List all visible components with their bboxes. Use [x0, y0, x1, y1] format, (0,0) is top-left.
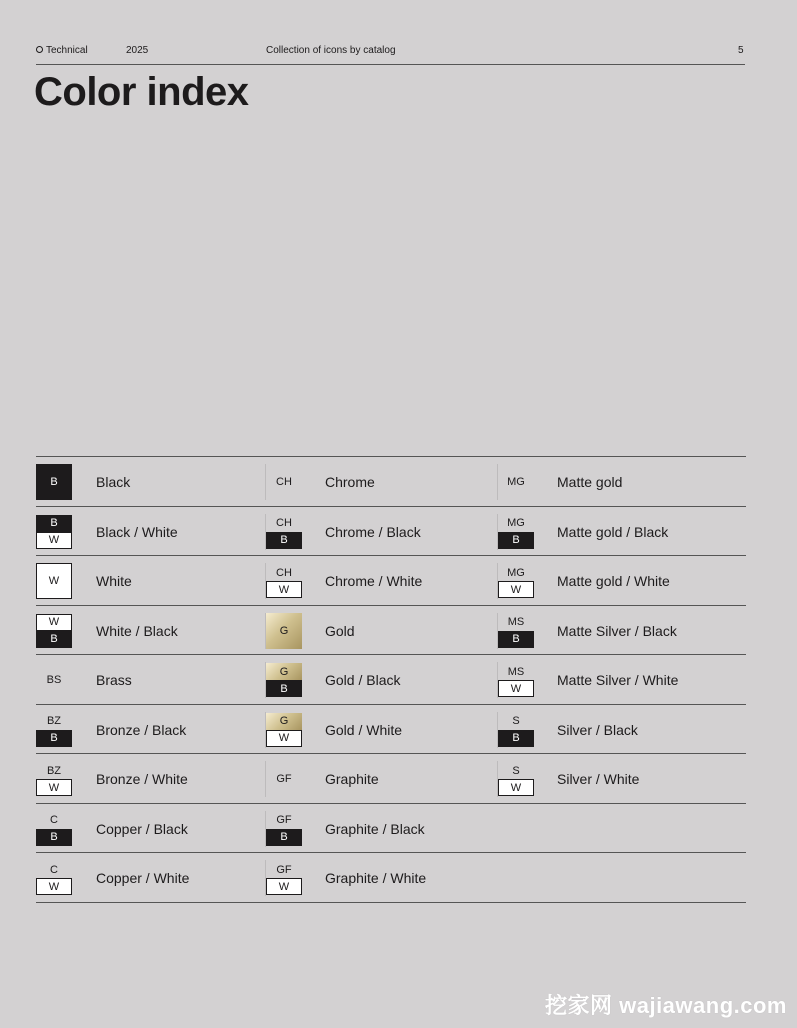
color-code-secondary: W [36, 779, 72, 796]
color-name: Graphite / White [325, 870, 427, 886]
page-header [36, 44, 745, 65]
color-name: Gold / White [325, 721, 403, 738]
color-code-swatch [497, 563, 534, 599]
color-name: Matte gold [557, 474, 623, 490]
color-code-swatch [265, 514, 302, 550]
color-code-label: B [36, 464, 72, 500]
color-code-swatch [497, 662, 534, 698]
color-name: Matte gold / White [557, 573, 670, 589]
table-row [36, 457, 746, 507]
color-name: Gold [325, 622, 355, 639]
color-code-secondary: B [498, 631, 534, 648]
color-code-swatch [36, 811, 72, 847]
color-name: Graphite [325, 771, 379, 787]
color-code-secondary: W [266, 878, 302, 895]
color-code-primary: S [512, 715, 520, 727]
color-code-swatch [497, 464, 534, 500]
color-name: Bronze / Black [96, 721, 187, 738]
color-code-primary: MS [507, 616, 525, 628]
color-code-secondary: B [36, 730, 72, 747]
color-name: Copper / Black [96, 820, 188, 837]
color-code-swatch [497, 712, 534, 748]
color-code-primary: CH [276, 517, 292, 529]
color-name: Silver / Black [557, 721, 638, 738]
color-code-primary: MG [507, 517, 525, 529]
color-code-primary: B [36, 515, 72, 532]
color-code-primary: S [512, 764, 520, 777]
color-code-primary: BZ [46, 764, 62, 777]
color-code-secondary: B [266, 829, 302, 846]
color-name: Graphite / Black [325, 820, 425, 837]
color-code-primary: BZ [46, 715, 62, 727]
header-label: Technical [36, 45, 88, 56]
color-code-swatch [265, 811, 302, 847]
header-collection: Collection of icons by catalog [266, 45, 396, 56]
color-code-label: G [266, 613, 302, 649]
table-row [36, 556, 746, 606]
color-code-secondary: W [498, 680, 534, 697]
color-code-primary: MS [507, 665, 525, 678]
color-code-swatch [265, 464, 302, 500]
color-code-primary: G [266, 713, 302, 730]
color-code-swatch [36, 464, 72, 500]
color-code-primary: G [266, 663, 302, 680]
table-row [36, 507, 746, 557]
color-code-primary: C [50, 814, 58, 826]
table-row [36, 705, 746, 755]
color-code-primary: GF [276, 814, 292, 826]
color-code-secondary: B [498, 532, 534, 549]
color-code-label: CH [276, 476, 292, 488]
color-code-secondary: W [36, 532, 72, 549]
color-code-label: BS [46, 674, 62, 686]
color-code-secondary: B [36, 631, 72, 648]
color-code-swatch [36, 613, 72, 649]
table-row [36, 655, 746, 705]
color-code-swatch [265, 860, 302, 896]
color-code-secondary: B [498, 730, 534, 747]
color-code-swatch [497, 514, 534, 550]
table-row [36, 804, 746, 854]
color-code-secondary: W [36, 878, 72, 895]
color-code-swatch [265, 613, 302, 649]
color-code-primary: MG [507, 566, 525, 579]
color-code-label: W [36, 563, 72, 599]
color-code-swatch [36, 514, 72, 550]
color-name: Chrome [325, 474, 375, 490]
color-code-swatch [497, 613, 534, 649]
color-code-swatch [36, 662, 72, 698]
color-code-swatch [36, 761, 72, 797]
color-code-swatch [265, 563, 302, 599]
color-code-swatch [265, 761, 302, 797]
table-row [36, 853, 746, 903]
page-title: Color index [34, 70, 249, 114]
color-name: White / Black [96, 622, 178, 639]
color-index-table [36, 456, 746, 903]
color-code-swatch [36, 563, 72, 599]
color-code-secondary: W [266, 581, 302, 598]
color-code-secondary: B [266, 532, 302, 549]
color-code-secondary: W [498, 779, 534, 796]
color-code-secondary: B [266, 680, 302, 697]
table-row [36, 606, 746, 656]
color-name: Chrome / Black [325, 523, 421, 540]
color-code-swatch [497, 761, 534, 797]
color-name: Black / White [96, 523, 178, 540]
watermark: 挖家网 wajiawang.com [545, 993, 787, 1018]
color-code-secondary: W [266, 730, 302, 747]
color-name: Matte Silver / White [557, 672, 679, 688]
color-name: Copper / White [96, 870, 190, 886]
color-name: Brass [96, 672, 132, 688]
color-code-secondary: B [36, 829, 72, 846]
color-code-swatch [265, 712, 302, 748]
color-name: Silver / White [557, 771, 640, 787]
header-page-number: 5 [738, 45, 744, 56]
color-name: Matte Silver / Black [557, 622, 677, 639]
color-name: Black [96, 474, 131, 490]
header-year: 2025 [126, 45, 149, 56]
color-code-swatch [36, 860, 72, 896]
color-code-swatch [36, 712, 72, 748]
color-name: Gold / Black [325, 672, 401, 688]
color-name: White [96, 573, 132, 589]
table-row [36, 754, 746, 804]
color-code-label: MG [507, 476, 525, 488]
color-code-secondary: W [498, 581, 534, 598]
color-code-primary: C [50, 863, 58, 876]
color-name: Bronze / White [96, 771, 188, 787]
color-code-swatch [265, 662, 302, 698]
color-code-primary: W [36, 614, 72, 631]
color-code-primary: CH [276, 566, 292, 579]
color-code-label: GF [276, 773, 292, 785]
color-name: Chrome / White [325, 573, 423, 589]
color-name: Matte gold / Black [557, 523, 669, 540]
color-code-primary: GF [276, 863, 292, 876]
